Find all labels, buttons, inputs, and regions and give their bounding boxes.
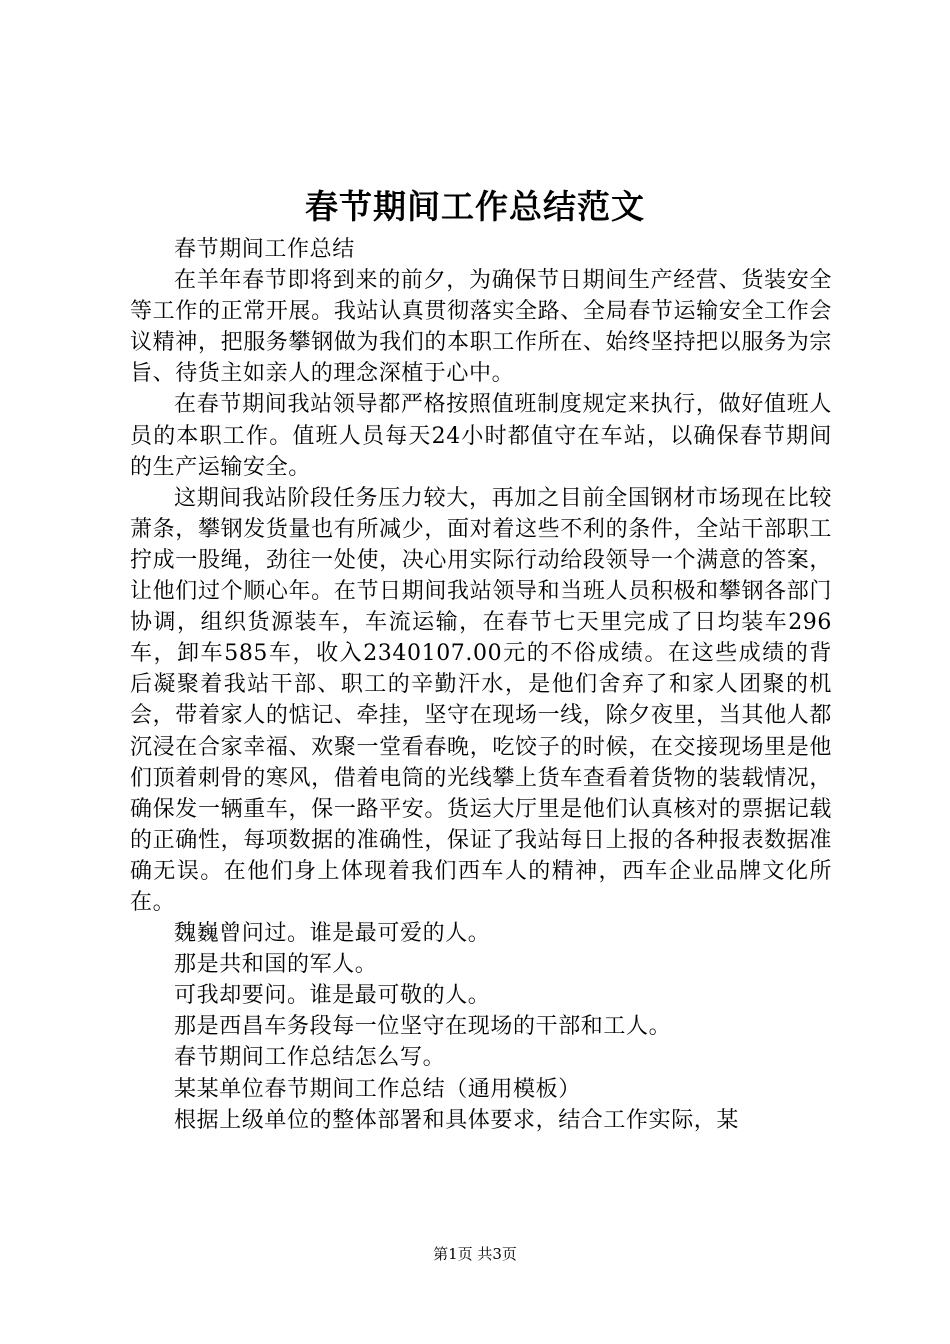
paragraph: 某某单位春节期间工作总结（通用模板） <box>174 1076 581 1102</box>
paragraph: 这期间我站阶段任务压力较大，再加之目前全国钢材市场现在比较萧条，攀钢发货量也有所减少，面对着这些不利的条件，全站干部职工拧成一股绳，劲往一处使，决心用实际行动给段领导一个满意的答案，让他们过个顺心年。在节日期间我站领导和当班人员积极和攀钢各部门协调，组织货源装车，车流运输，在春节七天里完成了日均装车296车，卸车585车，收入2340107.00元的不俗成绩。在这些成绩的背后凝聚着我站干部、职工的辛勤汗水，是他们舍弃了和家人团聚的机会，带着家人的惦记、牵挂，坚守在现场一线，除夕夜里，当其他人都沉浸在合家幸福、欢聚一堂看春晚，吃饺子的时候，在交接现场里是他们顶着刺骨的寒风，借着电筒的光线攀上货车查看着货物的装载情况，确保发一辆重车，保一路平安。货运大厅里是他们认真核对的票据记载的正确性，每项数据的准确性，保证了我站每日上报的各种报表数据准确无误。在他们身上体现着我们西车人的精神，西车企业品牌文化所在。 <box>130 485 832 915</box>
paragraph: 在羊年春节即将到来的前夕，为确保节日期间生产经营、货装安全等工作的正常开展。我站认真贯彻落实全路、全局春节运输安全工作会议精神，把服务攀钢做为我们的本职工作所在、始终坚持把以服务为宗旨、待货主如亲人的理念深植于心中。 <box>130 268 832 387</box>
paragraph: 在春节期间我站领导都严格按照值班制度规定来执行，做好值班人员的本职工作。值班人员每天24小时都值守在车站，以确保春节期间的生产运输安全。 <box>130 392 832 480</box>
page-indicator: 第1页 共3页 <box>433 1245 517 1263</box>
paragraph: 春节期间工作总结 <box>174 237 355 262</box>
paragraph: 魏巍曾问过。谁是最可爱的人。 <box>174 921 491 947</box>
document-title: 春节期间工作总结范文 <box>305 187 645 226</box>
document-body <box>130 234 832 1136</box>
paragraph: 春节期间工作总结怎么写。 <box>174 1045 446 1071</box>
paragraph: 那是共和国的军人。 <box>174 952 378 978</box>
page-footer <box>0 1244 950 1264</box>
paragraph: 根据上级单位的整体部署和具体要求，结合工作实际，某 <box>174 1107 740 1133</box>
paragraph: 那是西昌车务段每一位坚守在现场的干部和工人。 <box>174 1014 672 1040</box>
paragraph: 可我却要问。谁是最可敬的人。 <box>174 983 491 1009</box>
